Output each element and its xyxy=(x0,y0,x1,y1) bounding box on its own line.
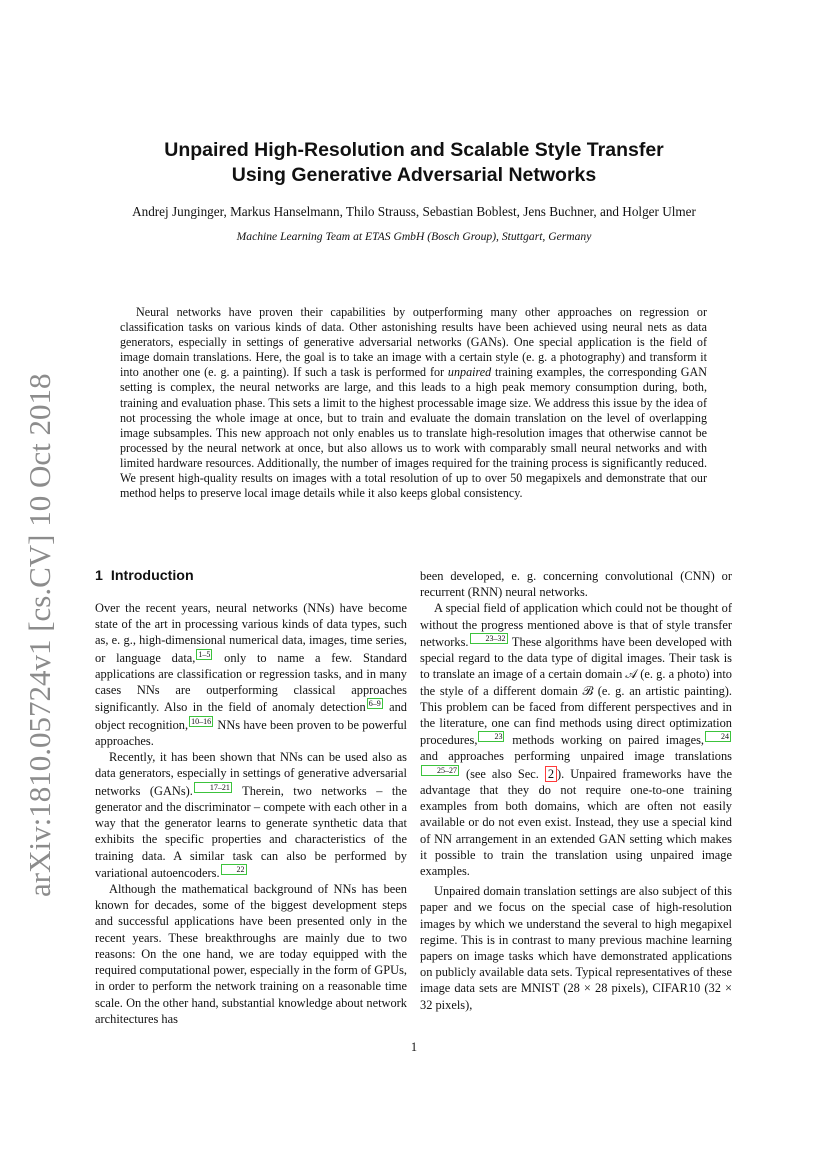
paragraph: Although the mathematical background of NNs has been known for decades, some of the biggest development steps and successful applications have been presented only in the recent years. These breakthroughs are mainly due to two reasons: On the one hand, we are today equipped with the required computational power, especially in the form of GPUs, in order to perform the network training on a reasonable time scale. On the other hand, substantial knowledge about network architectures has xyxy=(95,882,407,1026)
text-run: ). Unpaired frameworks have the advantage that they do not require one-to-one training examples from both domains, which are often not easily available or do not even exist. Instead, they use a special kind of NN arrangement in an extended GAN setting which makes it possible to train the translation using unpaired image examples. xyxy=(420,766,732,879)
abstract-part-2: training examples, the corresponding GAN setting is complex, the neural networks are large, and this leads to a high peak memory consumption during, both, training and evaluation phase. This sets a limit to the highest processable image size. We address this issue by the idea of not processing the whole image at once, but to train and evaluate the domain translation on the level of overlapping image subsamples. This new approach not only enables us to translate high-resolution images that otherwise cannot be processed by the neural network at once, but also allows us to work with comparably small neural networks and with limited hardware resources. Additionally, the number of images required for the training process is significantly reduced. We present high-quality results on images with a total resolution of up to over 50 megapixels and demonstrate that our method helps to preserve local image details while it also keeps global consistency. xyxy=(120,365,707,501)
right-column xyxy=(420,568,732,1013)
section-reference-link[interactable]: 2 xyxy=(545,766,557,782)
citation-link[interactable]: 17–21 xyxy=(194,782,232,793)
citation-link[interactable]: 25–27 xyxy=(421,765,459,776)
citation-link[interactable]: 6–9 xyxy=(368,699,381,709)
left-column xyxy=(95,566,407,1027)
text-run: NNs have been proven to be powerful approaches. xyxy=(95,717,408,748)
affiliation: Machine Learning Team at ETAS GmbH (Bosch Group), Stuttgart, Germany xyxy=(236,230,592,243)
section-heading xyxy=(95,566,407,586)
text-run: and approaches performing unpaired image translations xyxy=(420,749,732,764)
text-run: Recently, it has been shown that NNs can be used also as data generators, especially in settings of generative adversarial networks (GANs). xyxy=(95,750,407,798)
paragraph xyxy=(420,600,732,879)
paragraph: Unpaired domain translation settings are also subject of this paper and we focus on the special case of high-resolution images by which we understand the several to high megapixel regime. This is in contrast to many previous machine learning papers on image tasks which have demonstrated applications on publicly available data sets. Typical representatives of these image data sets are MNIST (28 × 28 pixels), CIFAR10 (32 × 32 pixels), xyxy=(420,884,732,1012)
citation-link[interactable]: 24 xyxy=(705,731,731,742)
paper-title xyxy=(110,138,718,188)
citation-link[interactable]: 23–32 xyxy=(470,633,508,644)
paragraph xyxy=(95,749,407,881)
page-number: 1 xyxy=(410,1040,418,1054)
citation-link[interactable]: 10–16 xyxy=(191,716,212,726)
text-run: methods working on paired images, xyxy=(505,733,704,748)
text-run: These algorithms have been developed with special regard to the data type of digital images. Their task is to translate an image of a certain domain 𝒜 (e. g. a photo) into the style of a different domain ℬ (e. g. an artistic painting). This problem can be faced from different perspectives and in the literature, one can find methods using direct optimization procedures, xyxy=(420,634,732,748)
text-run: Over the recent years, neural networks (NNs) have become state of the art in processing various kinds of data types, such as, e. g., high-dimensional numerical data, images, time series, or language data, xyxy=(95,601,407,665)
paragraph: been developed, e. g. concerning convolutional (CNN) or recurrent (RNN) neural networks. xyxy=(420,569,732,600)
abstract xyxy=(120,305,707,501)
abstract-part-1: Neural networks have proven their capabilities by outperforming many other approaches on regression or classification tasks on various kinds of data. Other astonishing results have been achieved using neural nets as data generators, especially in settings of generative adversarial networks (GANs). One special application is the field of image domain translations. Here, the goal is to take an image with a certain style (e. g. a photography) and transform it into another one (e. g. a painting). If such a task is performed for xyxy=(120,305,707,380)
text-run: and object recognition, xyxy=(95,700,407,732)
arxiv-stamp: arXiv:1810.05724v1 [cs.CV] 10 Oct 2018 xyxy=(22,373,57,897)
section-title: Introduction xyxy=(110,568,194,584)
citation-link[interactable]: 1–5 xyxy=(198,649,211,659)
citation-link[interactable]: 23 xyxy=(478,731,504,742)
section-number: 1 xyxy=(95,568,103,584)
author-list: Andrej Junginger, Markus Hanselmann, Thilo Strauss, Sebastian Boblest, Jens Buchner, and Holger Ulmer xyxy=(132,204,696,219)
abstract-emphasis: unpaired xyxy=(447,365,492,380)
citation-link[interactable]: 22 xyxy=(221,864,247,875)
text-run: only to name a few. Standard applications are classification or regression tasks, and in many cases NNs are outperforming classical approaches significantly. Also in the field of anomaly detection xyxy=(95,650,407,715)
text-run: A special field of application which could not be thought of without the progress mentioned above is that of style transfer networks. xyxy=(420,601,732,649)
paragraph xyxy=(95,600,407,749)
text-run: Therein, two networks – the generator and the discriminator – compete with each other in a way that the generator learns to generate synthetic data that exhibits the specific properties and characteristics of the training data. A similar task can also be performed by variational autoencoders. xyxy=(95,783,408,880)
title-line-1: Unpaired High-Resolution and Scalable Style Transfer xyxy=(164,139,664,161)
title-line-2: Using Generative Adversarial Networks xyxy=(231,164,597,186)
text-run: (see also Sec. xyxy=(460,766,545,781)
